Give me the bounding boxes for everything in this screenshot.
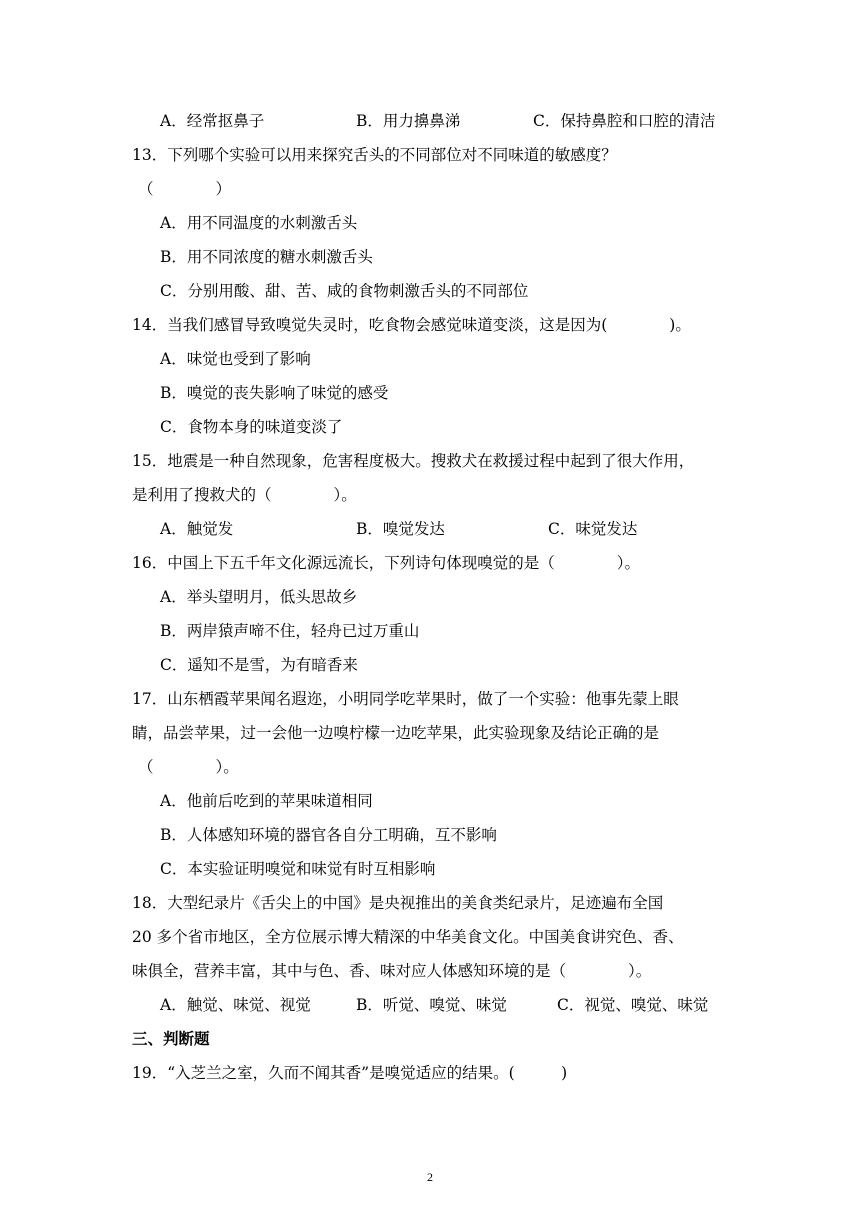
q15-stem-cont: 是利用了搜救犬的（ ）。 — [132, 486, 357, 504]
q19-stem: 19．“入芝兰之室，久而不闻其香”是嗅觉适应的结果。( ) — [132, 1064, 568, 1082]
q17-stem: 17．山东栖霞苹果闻名遐迩，小明同学吃苹果时，做了一个实验：他事先蒙上眼 — [132, 690, 679, 708]
q13-option-b[interactable]: B．用不同浓度的糖水刺激舌头 — [160, 248, 373, 266]
q15-option-c[interactable]: C．味觉发达 — [548, 520, 638, 538]
q14-stem: 14．当我们感冒导致嗅觉失灵时，吃食物会感觉味道变淡，这是因为( )。 — [132, 316, 691, 334]
q17-option-a[interactable]: A．他前后吃到的苹果味道相同 — [160, 792, 373, 810]
q13-option-c[interactable]: C．分别用酸、甜、苦、咸的食物刺激舌头的不同部位 — [160, 282, 529, 300]
q18-option-c[interactable]: C．视觉、嗅觉、味觉 — [557, 996, 709, 1014]
section-heading-judgment: 三、判断题 — [132, 1029, 210, 1048]
q14-option-b[interactable]: B．嗅觉的丧失影响了味觉的感受 — [160, 384, 389, 402]
q16-option-c[interactable]: C．遥知不是雪，为有暗香来 — [160, 656, 358, 674]
q17-answer-blank[interactable]: （ ）。 — [138, 758, 239, 776]
q13-answer-blank[interactable]: （ ） — [138, 180, 232, 198]
q15-stem: 15．地震是一种自然现象，危害程度极大。搜救犬在救援过程中起到了很大作用， — [132, 452, 695, 470]
q18-stem-cont-2: 味俱全，营养丰富，其中与色、香、味对应人体感知环境的是（ ）。 — [132, 962, 652, 980]
q14-option-a[interactable]: A．味觉也受到了影响 — [160, 350, 311, 368]
q14-option-c[interactable]: C．食物本身的味道变淡了 — [160, 418, 343, 436]
q12-option-b[interactable]: B．用力擤鼻涕 — [356, 112, 461, 130]
q18-stem: 18．大型纪录片《舌尖上的中国》是央视推出的美食类纪录片，足迹遍布全国 — [132, 894, 664, 912]
q17-option-b[interactable]: B．人体感知环境的器官各自分工明确，互不影响 — [160, 826, 497, 844]
q17-option-c[interactable]: C．本实验证明嗅觉和味觉有时互相影响 — [160, 860, 436, 878]
q18-option-a[interactable]: A．触觉、味觉、视觉 — [160, 996, 311, 1014]
q18-stem-cont-1: 20 多个省市地区，全方位展示博大精深的中华美食文化。中国美食讲究色、香、 — [132, 928, 684, 946]
q17-stem-cont-1: 睛，品尝苹果，过一会他一边嗅柠檬一边吃苹果，此实验现象及结论正确的是 — [132, 724, 660, 742]
q16-stem: 16．中国上下五千年文化源远流长，下列诗句体现嗅觉的是（ ）。 — [132, 554, 640, 572]
q15-options — [0, 519, 860, 539]
page-number: 2 — [427, 1170, 433, 1184]
q12-option-a[interactable]: A．经常抠鼻子 — [160, 112, 265, 130]
q13-stem: 13．下列哪个实验可以用来探究舌头的不同部位对不同味道的敏感度？ — [132, 146, 617, 164]
q18-options — [0, 995, 860, 1015]
q12-options — [0, 111, 860, 131]
q16-option-a[interactable]: A．举头望明月，低头思故乡 — [160, 588, 358, 606]
q15-option-b[interactable]: B．嗅觉发达 — [356, 520, 445, 538]
q18-option-b[interactable]: B．听觉、嗅觉、味觉 — [356, 996, 507, 1014]
q15-option-a[interactable]: A．触觉发 — [160, 520, 234, 538]
q16-option-b[interactable]: B．两岸猿声啼不住，轻舟已过万重山 — [160, 622, 420, 640]
q13-option-a[interactable]: A．用不同温度的水刺激舌头 — [160, 214, 358, 232]
q12-option-c[interactable]: C．保持鼻腔和口腔的清洁 — [533, 112, 716, 130]
